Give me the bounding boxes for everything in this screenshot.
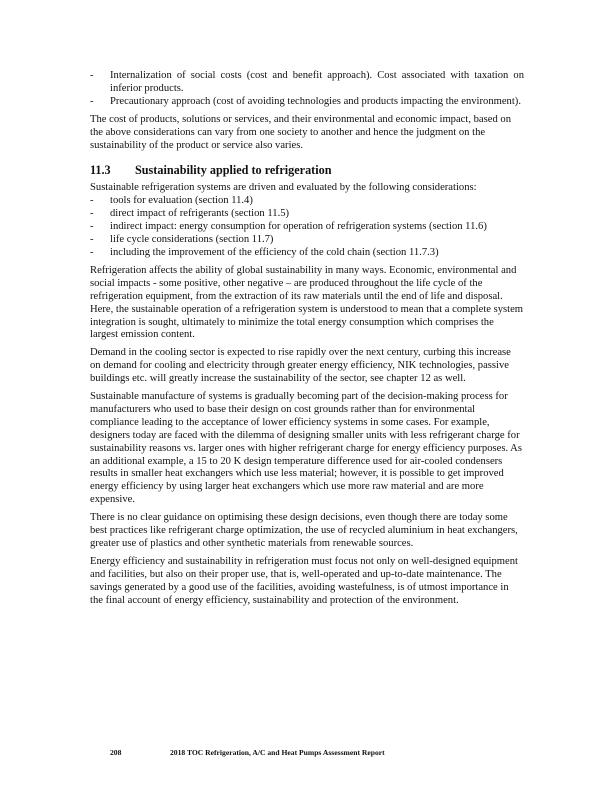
- list-item-text: Internalization of social costs (cost and benefit approach). Cost associated with taxation on inferior products.: [110, 70, 524, 94]
- bullet-dash: -: [90, 246, 94, 258]
- bullet-dash: -: [90, 195, 94, 207]
- list-item-text: including the improvement of the efficiency of the cold chain (section 11.7.3): [110, 246, 439, 258]
- list-item: [90, 247, 524, 260]
- body-paragraph: Energy efficiency and sustainability in refrigeration must focus not only on well-designed equipment and facilities, but also on their proper use, that is, well-operated and up-to-date maintenance. The savings generated by a good use of the facilities, avoiding wastefulness, is of utmost importance in the final account of energy efficiency, sustainability and protection of the environment.: [90, 555, 518, 606]
- list-item: [90, 195, 524, 208]
- body-paragraph: Refrigeration affects the ability of global sustainability in many ways. Economic, environmental and social impacts - some positive, other negative – are produced throughout the life cycle of the refrigeration equipment, from the extraction of its raw materials until the end of life and disposal. Here, the sustainable operation of a refrigeration system is understood to mean that a complete system integration is sought, ultimately to minimize the total energy consumption which comprises the largest emission content.: [90, 264, 524, 341]
- list-item-text: direct impact of refrigerants (section 11.5): [110, 208, 290, 220]
- list-item: [90, 96, 524, 109]
- section-number: 11.3: [90, 163, 111, 178]
- intro-paragraph: The cost of products, solutions or services, and their environmental and economic impact, based on the above considerations can vary from one society to another and hence the judgment on the sustainability of the product or service also varies.: [90, 113, 511, 151]
- section-heading: [90, 163, 524, 177]
- bullet-dash: -: [90, 221, 94, 233]
- report-title: 2018 TOC Refrigeration, A/C and Heat Pumps Assessment Report: [170, 748, 385, 757]
- body-paragraph: There is no clear guidance on optimising these design decisions, even though there are today some best practices like refrigerant charge optimization, the use of recycled aluminium in heat exchangers, greater use of plastics and other synthetic materials from renewable sources.: [90, 512, 518, 549]
- intro-bullet-list: [90, 70, 524, 109]
- bullet-dash: -: [90, 208, 94, 220]
- list-item-text: indirect impact: energy consumption for operation of refrigeration systems (section 11.6): [110, 221, 487, 233]
- list-item: [90, 221, 524, 234]
- body-paragraph: Demand in the cooling sector is expected to rise rapidly over the next century, curbing this increase on demand for cooling and electricity through greater energy efficiency, NIK technologies, passive buildings etc. will greatly increase the sustainability of the sector, see chapter 12 as well.: [90, 347, 511, 385]
- body-paragraph: Sustainable manufacture of systems is gradually becoming part of the decision-making process for manufacturers who used to base their design on cost grounds rather than for environmental compliance leading to the acceptance of lower efficiency systems in some cases. For example, designers today are faced with the dilemma of designing smaller units with less refrigerant charge for sustainability reasons vs. larger ones with higher refrigerant charge for energy efficiency purposes. As an additional example, a 15 to 20 K design temperature difference used for air-cooled condensers results in smaller heat exchangers which use less material; however, it is possible to get improved energy efficiency by using larger heat exchangers which use more raw material and are more expensive.: [90, 391, 522, 506]
- list-item-text: Precautionary approach (cost of avoiding technologies and products impacting the environment).: [110, 95, 521, 107]
- section-title: Sustainability applied to refrigeration: [135, 163, 332, 178]
- page-number: 208: [110, 748, 122, 757]
- list-item: [90, 234, 524, 247]
- section-lead: Sustainable refrigeration systems are driven and evaluated by the following considerations:: [90, 182, 477, 194]
- list-item-text: tools for evaluation (section 11.4): [110, 195, 253, 207]
- list-item: [90, 70, 524, 96]
- bullet-dash: -: [90, 70, 94, 81]
- bullet-dash: -: [90, 234, 94, 246]
- list-item-text: life cycle considerations (section 11.7): [110, 234, 274, 246]
- list-item: [90, 208, 524, 221]
- page-body: [90, 70, 524, 608]
- bullet-dash: -: [90, 95, 94, 107]
- considerations-list: [90, 195, 524, 260]
